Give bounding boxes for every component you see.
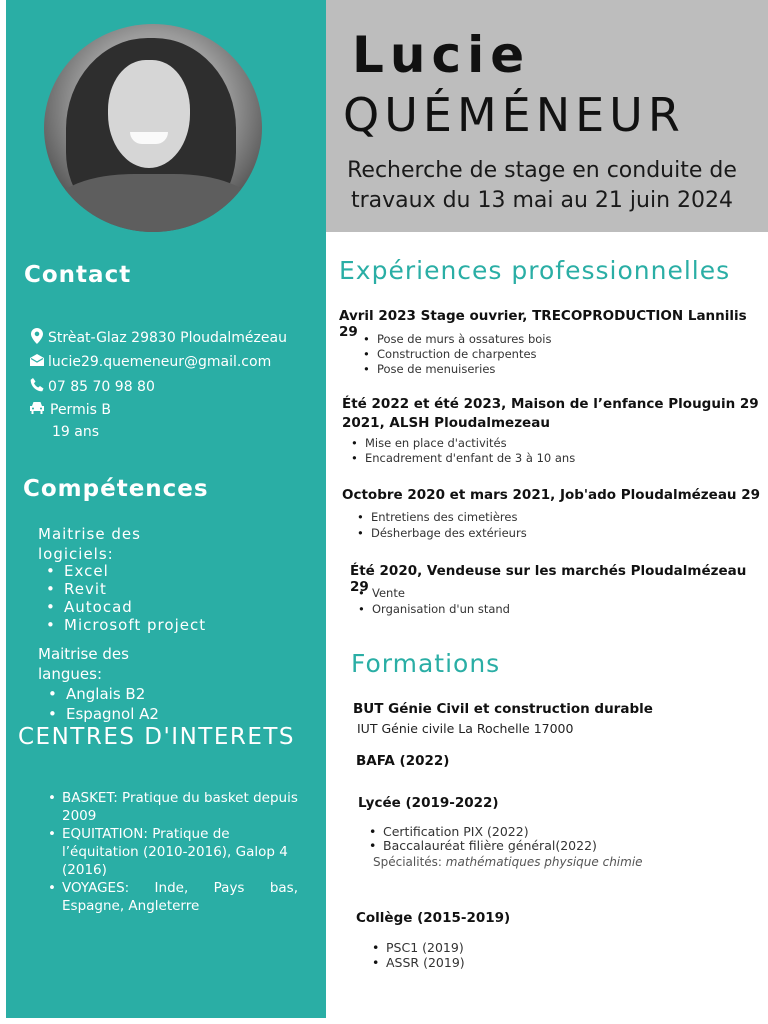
tagline [326,156,758,216]
specialites-label: Spécialités: [373,855,446,869]
interest-item: • EQUITATION: Pratique de l’équitation (2010-2016), Galop 4 (2016) [62,825,298,879]
experience-title: Expériences professionnelles [339,256,731,285]
address-text: Strèat-Glaz 29830 Ploudalmézeau [48,330,287,346]
job-detail: • Pose de murs à ossatures bois [377,332,551,346]
age-text: 19 ans [52,424,100,440]
bafa: BAFA (2022) [356,753,450,769]
college-title: Collège (2015-2019) [356,910,511,926]
job-heading: Avril 2023 Stage ouvrier, TRECOPRODUCTION Lannilis 29 [339,308,747,340]
interest-item: • VOYAGES: Inde, Pays bas, Espagne, Angleterre [62,879,298,915]
tagline-line-2: travaux du 13 mai au 21 juin 2024 [350,188,733,213]
interests-title: CENTRES D'INTERETS [18,724,296,750]
software-label [38,524,141,564]
skills-title: Compétences [23,476,209,502]
lycee-item: • Baccalauréat filière général(2022) [383,838,597,853]
lycee-title: Lycée (2019-2022) [358,795,499,811]
job-detail: • Pose de menuiseries [377,362,495,376]
job-detail: • Entretiens des cimetières [371,510,517,524]
email-row [28,354,271,370]
languages-label-line-1: Maitrise des [38,645,129,663]
lycee-specialites [373,855,643,869]
software-item: • Excel [64,562,109,580]
last-name: QUÉMÉNEUR [343,88,685,142]
languages-label-line-2: langues: [38,665,102,683]
but-school: IUT Génie civile La Rochelle 17000 [357,721,574,736]
envelope-icon [28,354,46,370]
specialites-value: mathématiques physique chimie [445,855,643,869]
job-detail: • Mise en place d'activités [365,436,507,450]
languages-label [38,644,129,684]
job-heading: Été 2020, Vendeuse sur les marchés Ploudalmézeau 29 [350,563,747,595]
email-text[interactable]: lucie29.quemeneur@gmail.com [48,354,272,370]
interest-item: • BASKET: Pratique du basket depuis 2009 [62,789,298,825]
college-item: • ASSR (2019) [386,955,465,970]
phone-row [28,378,155,396]
education-title: Formations [351,649,501,678]
job-heading: Été 2022 et été 2023, Maison de l’enfance Plouguin 29 [342,396,759,412]
profile-photo [44,24,262,232]
location-pin-icon [28,328,46,348]
job-detail: • Vente [372,586,405,600]
software-item: • Microsoft project [64,616,206,634]
license-row [28,402,111,418]
license-text: Permis B [50,402,111,418]
job-detail: • Organisation d'un stand [372,602,510,616]
phone-icon [28,378,46,396]
first-name: Lucie [352,26,531,84]
but-title: BUT Génie Civil et construction durable [353,701,653,717]
job-detail: • Encadrement d'enfant de 3 à 10 ans [365,451,575,465]
job-detail: • Construction de charpentes [377,347,537,361]
software-label-line-2: logiciels: [38,545,114,563]
lycee-item: • Certification PIX (2022) [383,824,529,839]
job-heading: Octobre 2020 et mars 2021, Job'ado Ploudalmézeau 29 [342,487,761,503]
language-item: • Espagnol A2 [66,705,159,723]
tagline-line-1: Recherche de stage en conduite de [347,158,737,183]
phone-text[interactable]: 07 85 70 98 80 [48,379,155,395]
job-detail: • Désherbage des extérieurs [371,526,527,540]
address-row [28,328,287,348]
car-icon [28,402,46,418]
software-label-line-1: Maitrise des [38,525,141,543]
contact-title: Contact [24,262,132,288]
software-item: • Revit [64,580,107,598]
software-item: • Autocad [64,598,133,616]
language-item: • Anglais B2 [66,685,145,703]
college-item: • PSC1 (2019) [386,940,464,955]
job-heading-line-2: 2021, ALSH Ploudalmezeau [342,415,550,431]
